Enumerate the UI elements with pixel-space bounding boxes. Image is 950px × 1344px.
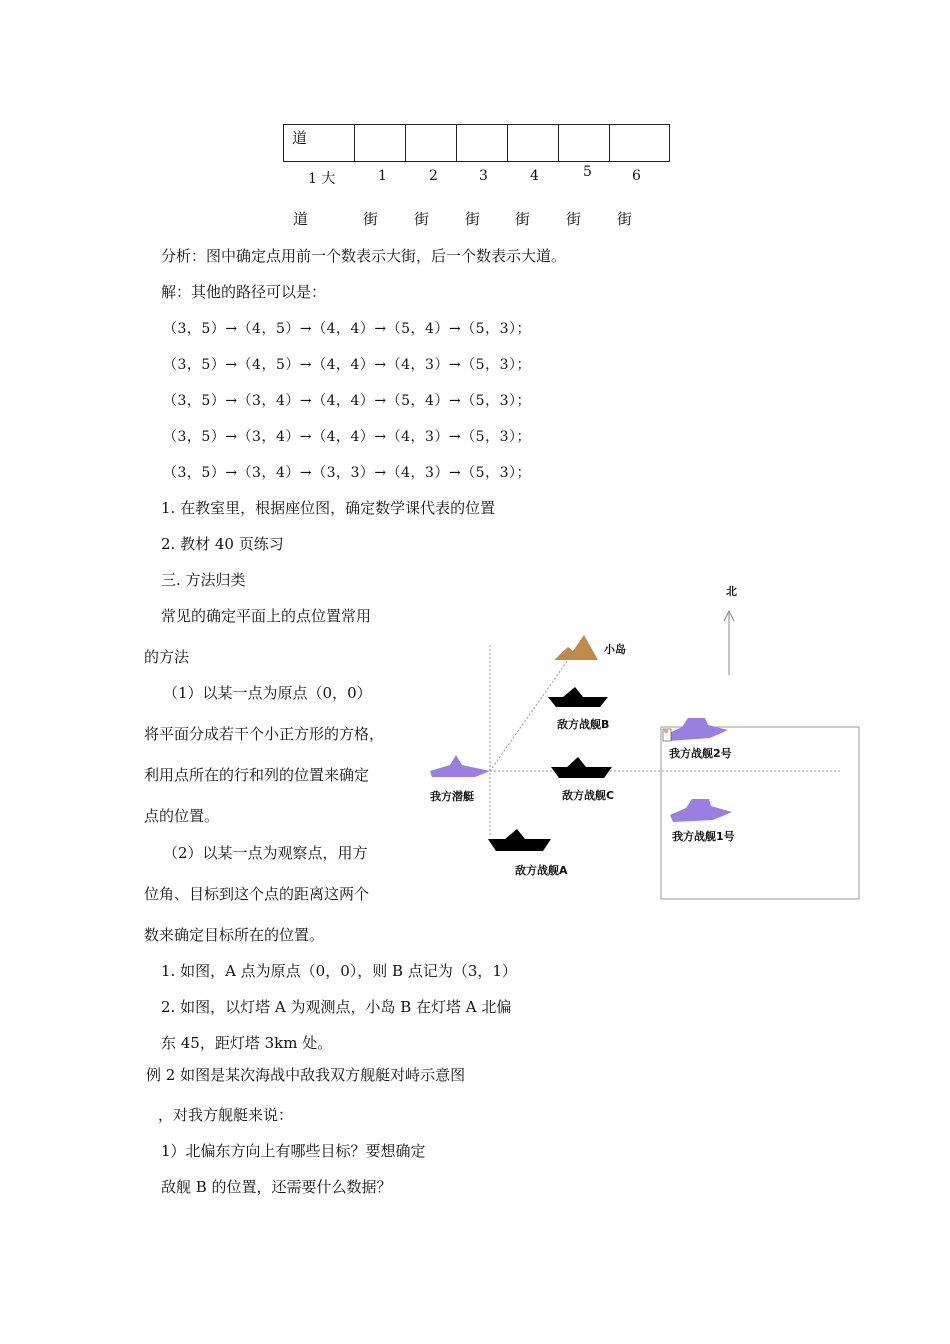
table-cell [559, 125, 610, 162]
enemy-ship-c-label: 敌方战舰C [562, 789, 615, 802]
example-line: 2. 如图，以灯塔 A 为观测点，小岛 B 在灯塔 A 北偏 [161, 998, 512, 1016]
table-cell [508, 125, 559, 162]
column-number: 1 大 [308, 171, 336, 187]
example-line: 东 45，距灯塔 3km 处。 [161, 1034, 333, 1052]
column-label: 街 [414, 210, 430, 228]
naval-battle-figure [420, 575, 870, 905]
method-line: 位角、目标到这个点的距离这两个 [144, 885, 370, 903]
enemy-ship-b-label: 敌方战舰B [557, 718, 610, 731]
path-line: （3，5）→（3，4）→（4，4）→（4，3）→（5，3）； [163, 429, 531, 445]
path-line: （3，5）→（4，5）→（4，4）→（4，3）→（5，3）； [163, 357, 531, 373]
enemy-ship-b-icon [548, 687, 608, 707]
example2-title: 例 2 如图是某次海战中敌我双方舰艇对峙示意图 [146, 1066, 466, 1084]
island-label: 小岛 [604, 643, 626, 656]
table-cell [406, 125, 457, 162]
column-number: 5 [583, 164, 592, 180]
enemy-ship-a-label: 敌方战舰A [515, 864, 568, 877]
example2-line: 敌舰 B 的位置，还需要什么数据？ [161, 1178, 392, 1196]
column-label: 街 [363, 210, 379, 228]
method-line: 数来确定目标所在的位置。 [144, 926, 325, 944]
figure-canvas [420, 575, 870, 905]
column-number: 3 [479, 168, 488, 184]
submarine-icon [430, 755, 490, 777]
column-label: 街 [465, 210, 481, 228]
column-label: 街 [515, 210, 531, 228]
our-ship-2-label: 我方战舰2号 [669, 747, 732, 760]
exercise-item: 2. 教材 40 页练习 [161, 535, 284, 553]
column-label: 道 [293, 210, 309, 228]
analysis-text: 分析：图中确定点用前一个数表示大街，后一个数表示大道。 [161, 247, 567, 265]
north-label: 北 [726, 585, 737, 598]
table-cell [610, 125, 670, 162]
example2-line: 1）北偏东方向上有哪些目标？要想确定 [161, 1142, 426, 1160]
method-line: 将平面分成若干个小正方形的方格， [144, 725, 385, 743]
column-number: 2 [429, 168, 438, 184]
path-line: （3，5）→（4，5）→（4，4）→（5，4）→（5，3）； [163, 321, 531, 337]
method-line: 的方法 [144, 648, 190, 666]
table-cell [457, 125, 508, 162]
example-line: 1. 如图，A 点为原点（0，0），则 B 点记为（3，1） [161, 962, 517, 980]
section-title: 三. 方法归类 [161, 571, 246, 589]
column-number: 1 [378, 168, 387, 184]
method-line: 点的位置。 [144, 807, 220, 825]
column-label: 街 [566, 210, 582, 228]
method-line: （2）以某一点为观察点，用方 [163, 844, 368, 862]
solution-intro: 解：其他的路径可以是： [161, 283, 327, 301]
bearing-line [490, 657, 570, 771]
column-label: 街 [617, 210, 633, 228]
table-row-label: 道 [284, 125, 355, 162]
example2-line: ，对我方舰艇来说： [158, 1106, 294, 1124]
path-line: （3，5）→（3，4）→（4，4）→（5，4）→（5，3）； [163, 393, 531, 409]
enemy-ship-c-icon [551, 757, 612, 778]
table-cell [355, 125, 406, 162]
street-grid-table [283, 124, 670, 162]
column-number: 4 [530, 168, 539, 184]
island-icon [554, 635, 598, 660]
submarine-label: 我方潜艇 [430, 790, 474, 803]
method-line: 常见的确定平面上的点位置常用 [161, 607, 372, 625]
method-line: 利用点所在的行和列的位置来确定 [144, 766, 370, 784]
table-row [284, 125, 670, 162]
exercise-item: 1. 在教室里，根据座位图，确定数学课代表的位置 [161, 499, 496, 517]
origin-dot-icon [664, 729, 668, 733]
method-line: （1）以某一点为原点（0，0） [163, 684, 372, 702]
column-number: 6 [632, 168, 641, 184]
enemy-ship-a-icon [488, 829, 551, 851]
our-ship-2-icon [665, 718, 728, 741]
our-ship-1-icon [670, 799, 732, 822]
path-line: （3，5）→（3，4）→（3，3）→（4，3）→（5，3）； [163, 465, 531, 481]
our-ship-1-label: 我方战舰1号 [672, 830, 735, 843]
